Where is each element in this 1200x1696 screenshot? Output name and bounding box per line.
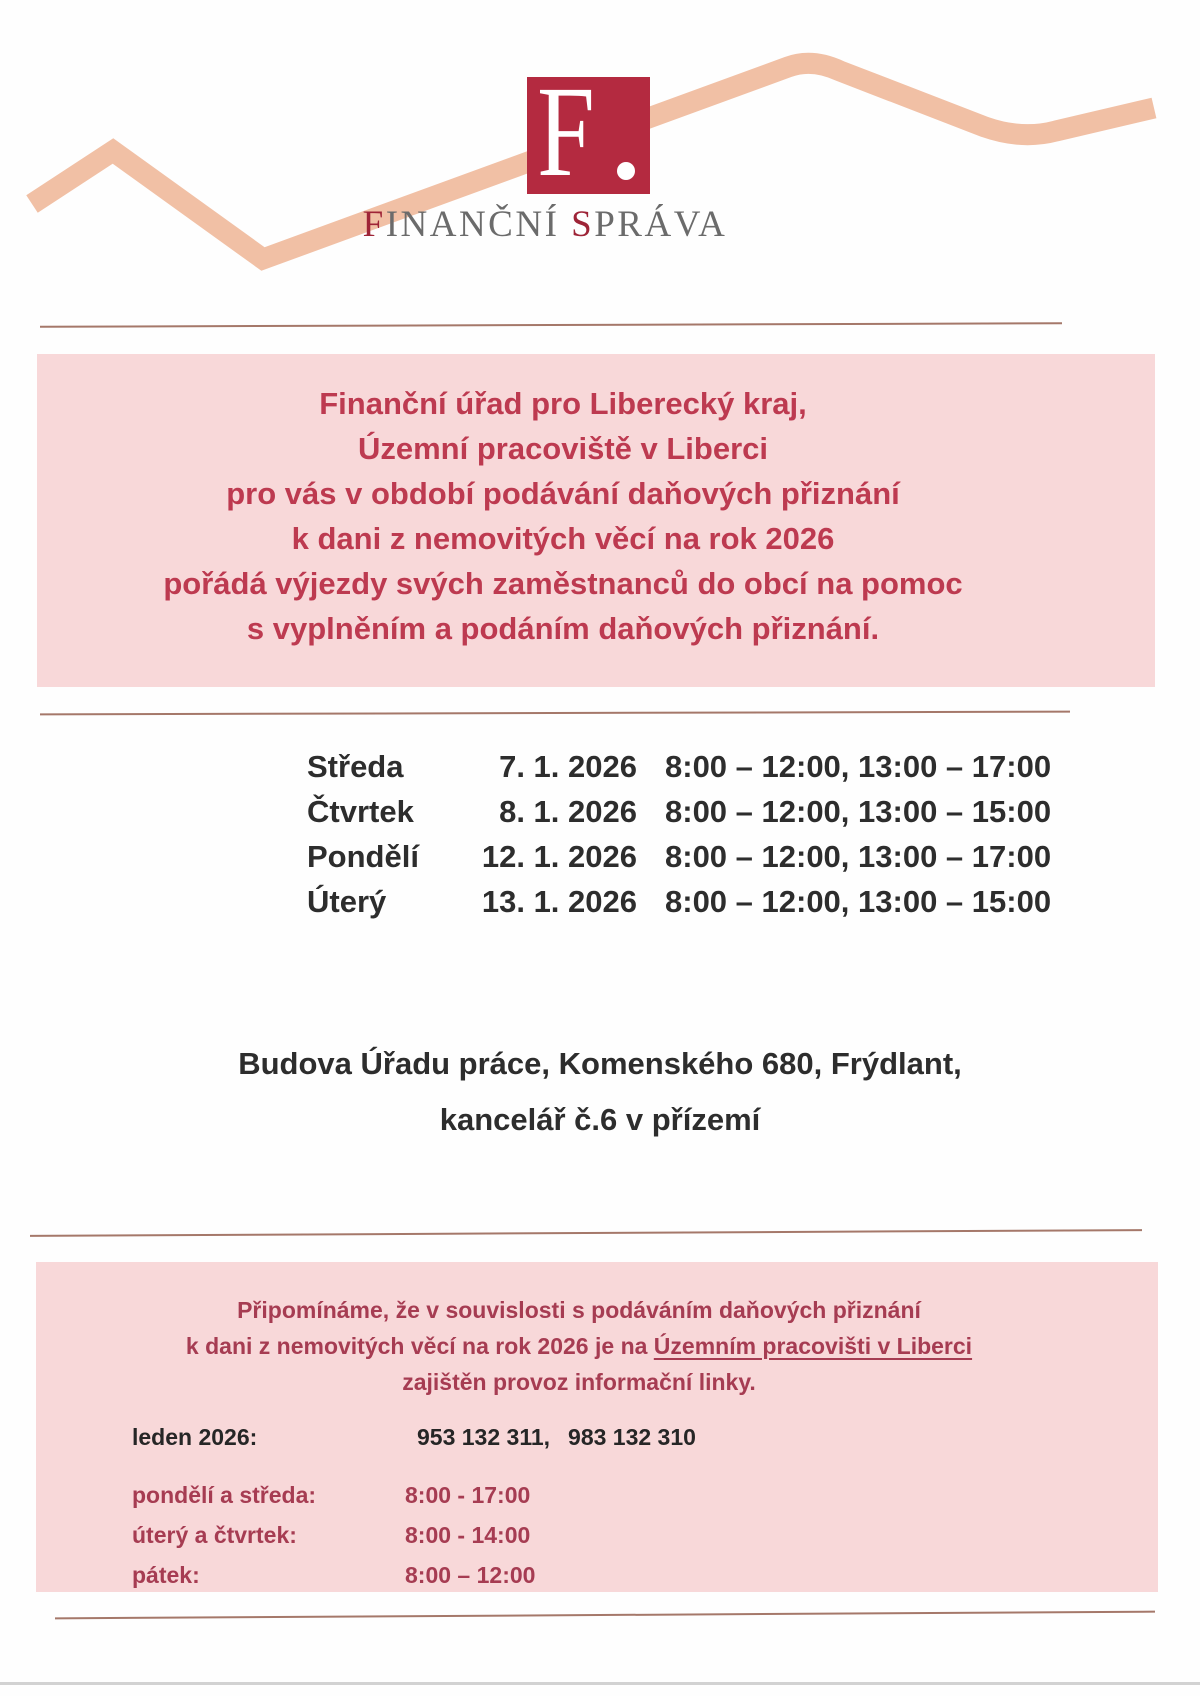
- schedule-day: Čtvrtek: [307, 793, 414, 829]
- hotline-hours-row: [0, 1562, 1200, 1592]
- phone-number: 953 132 311,: [417, 1424, 551, 1450]
- schedule-day: Úterý: [307, 883, 387, 919]
- hours-label: pondělí a středa:: [132, 1482, 317, 1508]
- wordmark-letter: F: [362, 204, 386, 245]
- logo-dot-icon: [617, 162, 635, 180]
- schedule-day: Pondělí: [307, 838, 419, 874]
- schedule-hours: 8:00 – 12:00, 13:00 – 15:00: [665, 793, 1052, 829]
- hotline-hours-row: [0, 1522, 1200, 1552]
- schedule-hours: 8:00 – 12:00, 13:00 – 17:00: [665, 748, 1052, 784]
- address-line: Budova Úřadu práce, Komenského 680, Frýdlant,: [238, 1046, 962, 1081]
- logo-letter-f: F: [537, 60, 595, 204]
- wordmark-letter: S: [571, 204, 595, 245]
- schedule-row: [307, 834, 1051, 879]
- phone-numbers: [417, 1424, 696, 1451]
- info-paragraph-line: Připomínáme, že v souvislosti s podáváním daňových přiznání: [237, 1297, 921, 1323]
- schedule-hours: 8:00 – 12:00, 13:00 – 17:00: [665, 838, 1052, 874]
- info-paragraph-segment: k dani z nemovitých věcí na rok 2026 je na: [185, 1333, 654, 1359]
- divider: [40, 322, 1062, 328]
- hours-time: 8:00 - 14:00: [405, 1522, 531, 1548]
- schedule-date: 12. 1. 2026: [481, 838, 637, 874]
- hours-label: úterý a čtvrtek:: [132, 1522, 297, 1548]
- month-label: leden 2026:: [132, 1424, 258, 1450]
- wordmark-segment: INANČNÍ: [385, 204, 560, 245]
- wordmark-segment: PRÁVA: [594, 204, 728, 245]
- schedule-row: [307, 789, 1051, 834]
- schedule-row: [307, 744, 1051, 789]
- info-paragraph-line: zajištěn provoz informační linky.: [402, 1369, 756, 1395]
- hotline-hours-row: [0, 1482, 1200, 1512]
- schedule-day: Středa: [307, 748, 404, 784]
- financni-sprava-logo: [527, 60, 650, 204]
- divider: [40, 711, 1070, 716]
- schedule-hours: 8:00 – 12:00, 13:00 – 15:00: [665, 883, 1052, 919]
- hotline-month-row: [0, 1424, 1200, 1454]
- hours-time: 8:00 – 12:00: [405, 1562, 536, 1588]
- info-paragraph: [36, 1292, 1122, 1400]
- wordmark-space: [559, 204, 571, 245]
- schedule-date: 8. 1. 2026: [499, 793, 637, 829]
- notice-line: pro vás v období podávání daňových přiznání: [226, 476, 900, 511]
- divider: [55, 1611, 1155, 1620]
- scan-page-edge: [0, 1682, 1200, 1685]
- schedule-date: 7. 1. 2026: [499, 748, 637, 784]
- underlined-office-name: Územním pracovišti v Liberci: [653, 1333, 973, 1359]
- divider: [30, 1229, 1142, 1237]
- notice-line: Územní pracoviště v Liberci: [357, 431, 769, 466]
- notice-line: pořádá výjezdy svých zaměstnanců do obcí na pomoc: [163, 566, 963, 601]
- hours-time: 8:00 - 17:00: [405, 1482, 531, 1508]
- notice-line: k dani z nemovitých věcí na rok 2026: [291, 521, 835, 556]
- info-paragraph-line: [36, 1328, 1122, 1364]
- hours-label: pátek:: [132, 1562, 200, 1588]
- notice-line: Finanční úřad pro Liberecký kraj,: [319, 386, 807, 421]
- schedule-date: 13. 1. 2026: [481, 883, 637, 919]
- notice-line: s vyplněním a podáním daňových přiznání.: [246, 611, 880, 646]
- main-notice-box: [37, 354, 1155, 687]
- visit-schedule: [307, 744, 1051, 924]
- schedule-row: [307, 879, 1051, 924]
- phone-number: 983 132 310: [568, 1424, 696, 1450]
- location-address: [0, 1036, 1200, 1148]
- address-line: kancelář č.6 v přízemí: [439, 1102, 761, 1137]
- logo-wordmark: [0, 205, 1200, 245]
